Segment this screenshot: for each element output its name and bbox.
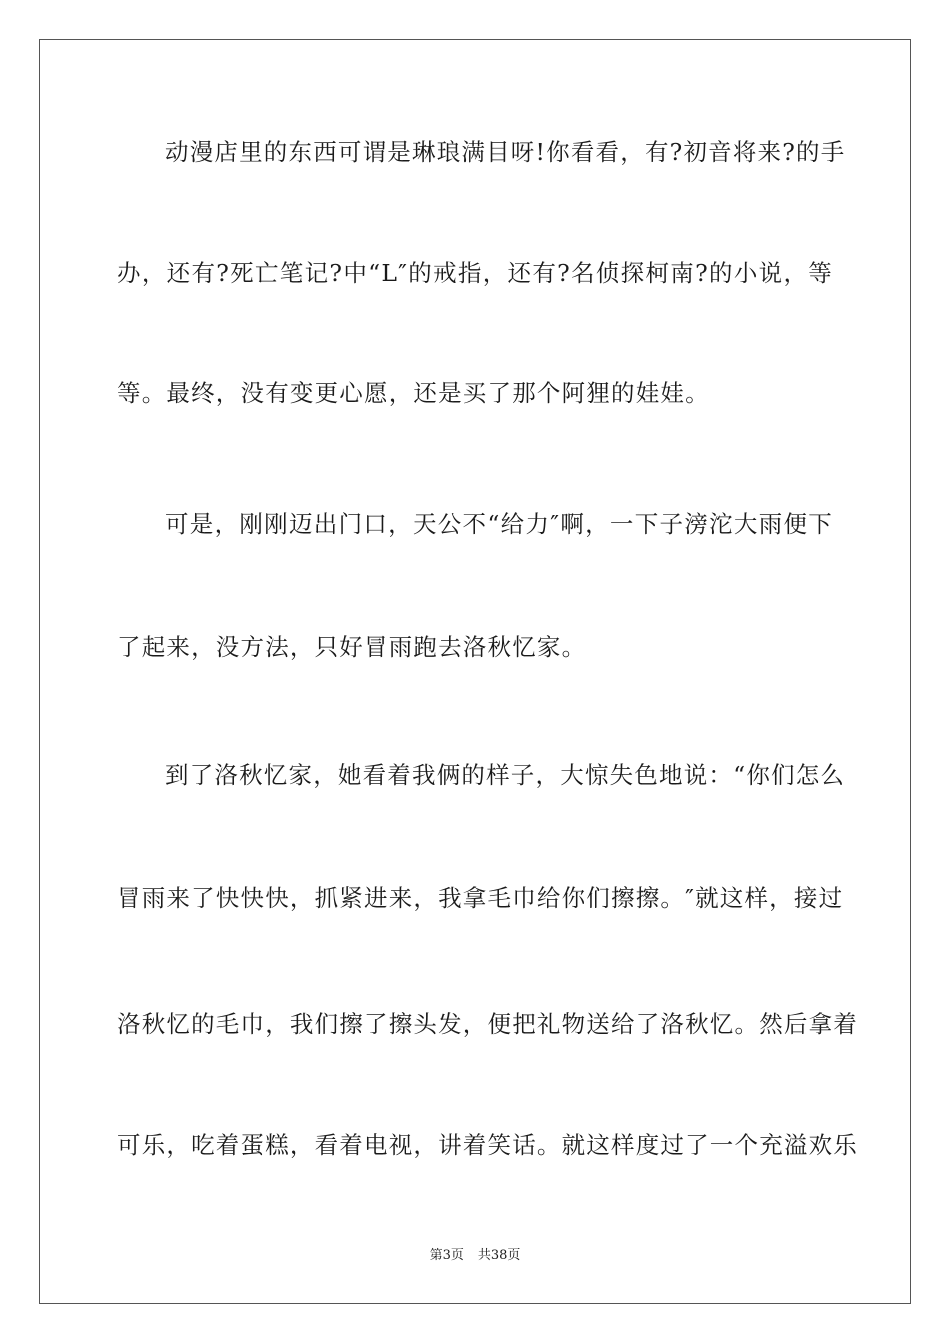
- paragraph-3-line-2: 冒雨来了快快快，抓紧进来，我拿毛巾给你们擦擦。″就这样，接过: [117, 884, 844, 912]
- paragraph-2-line-2: 了起来，没方法，只好冒雨跑去洛秋忆家。: [117, 633, 587, 661]
- page-total: 共38页: [477, 1248, 521, 1263]
- paragraph-3-line-1: 到了洛秋忆家，她看着我俩的样子，大惊失色地说：“你们怎么: [165, 761, 846, 789]
- paragraph-3-line-3: 洛秋忆的毛巾，我们擦了擦头发，便把礼物送给了洛秋忆。然后拿着: [117, 1010, 858, 1038]
- paragraph-3-line-4: 可乐，吃着蛋糕，看着电视，讲着笑话。就这样度过了一个充溢欢乐: [117, 1131, 858, 1159]
- paragraph-1-line-2: 办，还有?死亡笔记?中“L″的戒指，还有?名侦探柯南?的小说，等: [117, 259, 833, 287]
- page-footer: [0, 1247, 950, 1265]
- paragraph-2-line-1: 可是，刚刚迈出门口，天公不“给力″啊，一下子滂沱大雨便下: [165, 510, 833, 538]
- page-number: 第3页: [429, 1248, 464, 1263]
- paragraph-1-line-3: 等。最终，没有变更心愿，还是买了那个阿狸的娃娃。: [117, 379, 710, 407]
- paragraph-1-line-1: 动漫店里的东西可谓是琳琅满目呀!你看看，有?初音将来?的手: [165, 138, 846, 166]
- page-border: [39, 39, 911, 1304]
